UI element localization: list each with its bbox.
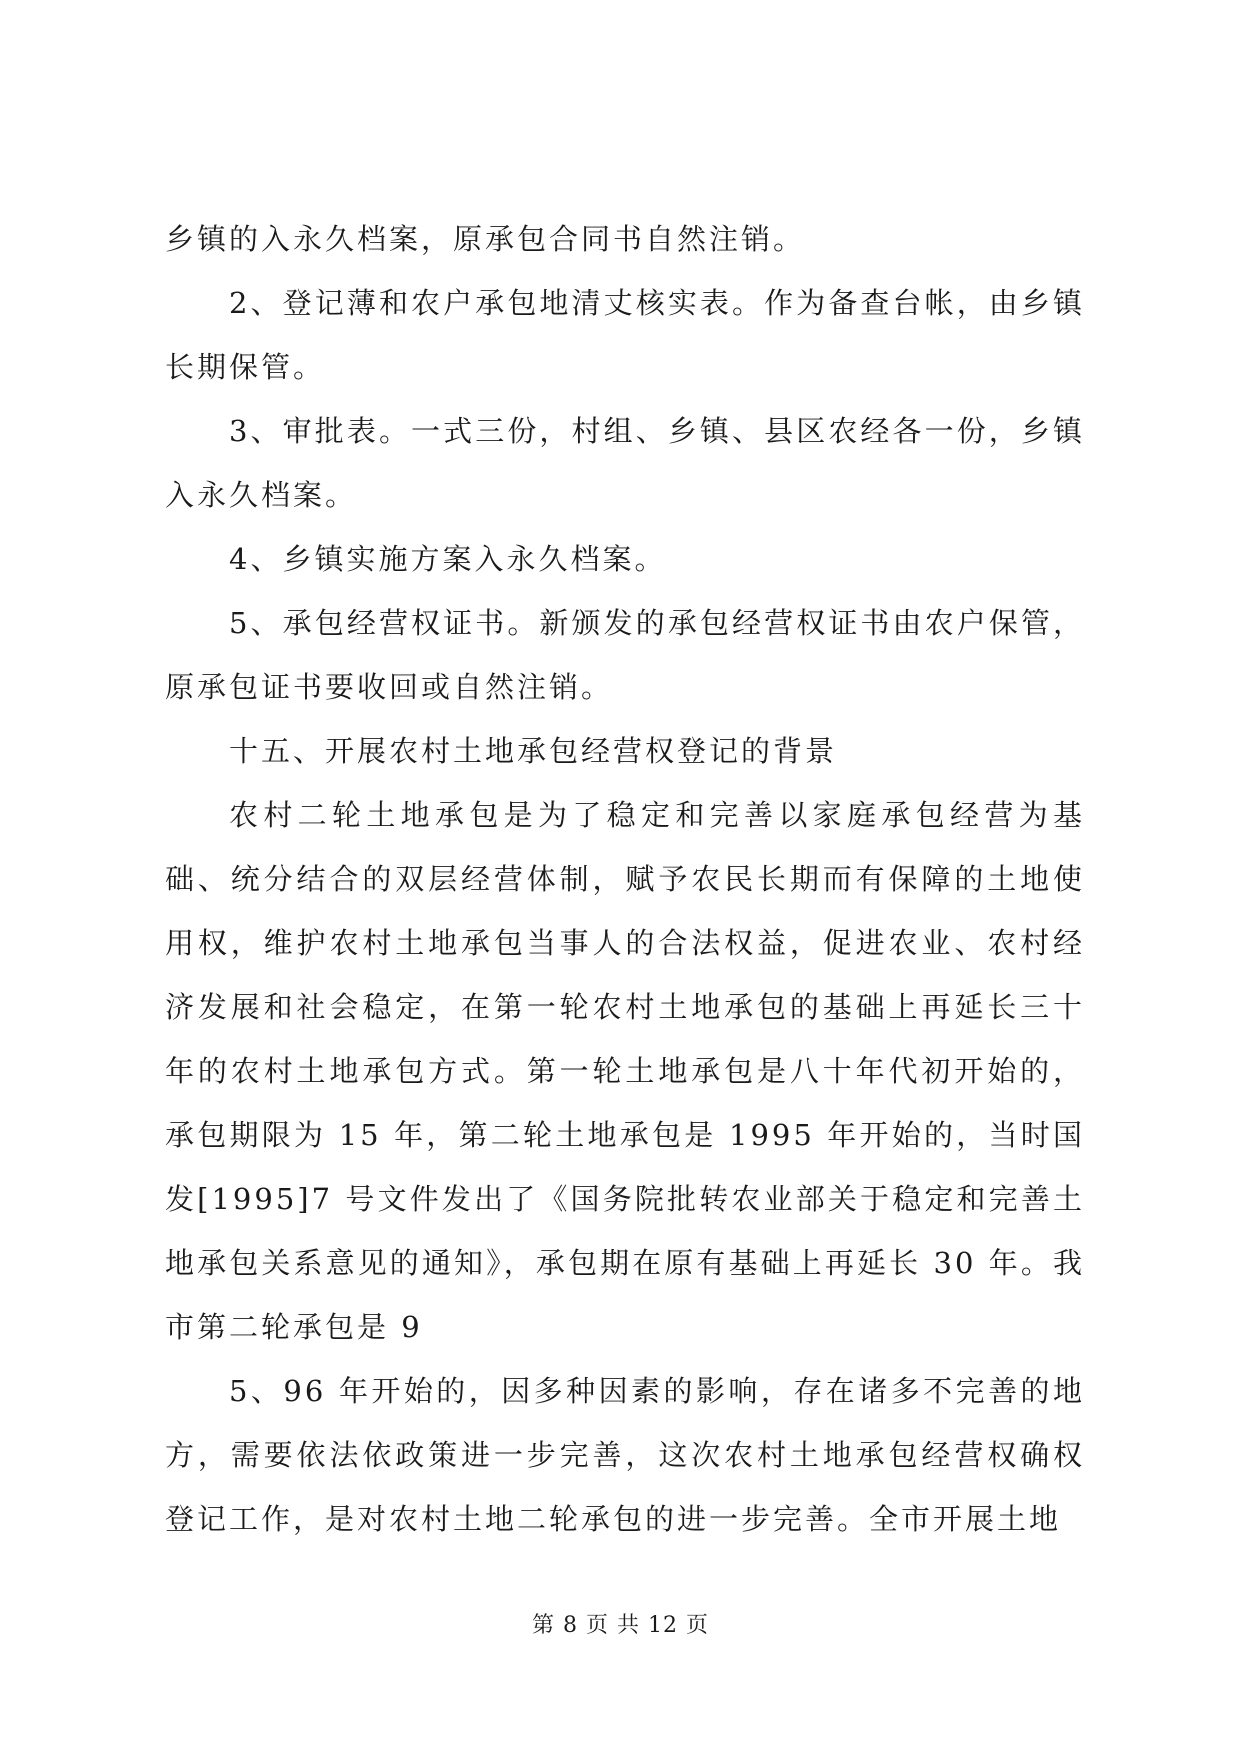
paragraph: 2、登记薄和农户承包地清丈核实表。作为备查台帐，由乡镇长期保管。 [165,286,1085,384]
section-heading: 十五、开展农村土地承包经营权登记的背景 [229,734,838,768]
paragraph: 5、96 年开始的，因多种因素的影响，存在诸多不完善的地方，需要依法依政策进一步完善，这次农村土地承包经营权确权登记工作，是对农村土地二轮承包的进一步完善。全市开展土地 [165,1374,1085,1536]
paragraph: 农村二轮土地承包是为了稳定和完善以家庭承包经营为基础、统分结合的双层经营体制，赋予农民长期而有保障的土地使用权，维护农村土地承包当事人的合法权益，促进农业、农村经济发展和社会稳定，在第一轮农村土地承包的基础上再延长三十年的农村土地承包方式。第一轮土地承包是八十年代初开始的，承包期限为 15 年，第二轮土地承包是 1995 年开始的，当时国发[1995]7 号文件发出了《国务院批转农业部关于稳定和完善土地承包关系意见的通知》，承包期在原有基础上再延长 30 年。我市第二轮承包是 9 [165,798,1085,1344]
paragraph: 乡镇的入永久档案，原承包合同书自然注销。 [165,222,806,256]
paragraph: 3、审批表。一式三份，村组、乡镇、县区农经各一份，乡镇入永久档案。 [165,414,1085,512]
document-body [165,207,1085,1551]
paragraph: 4、乡镇实施方案入永久档案。 [229,542,667,576]
page-number-footer: 第 8 页 共 12 页 [532,1613,709,1638]
paragraph: 5、承包经营权证书。新颁发的承包经营权证书由农户保管，原承包证书要收回或自然注销。 [165,606,1085,704]
